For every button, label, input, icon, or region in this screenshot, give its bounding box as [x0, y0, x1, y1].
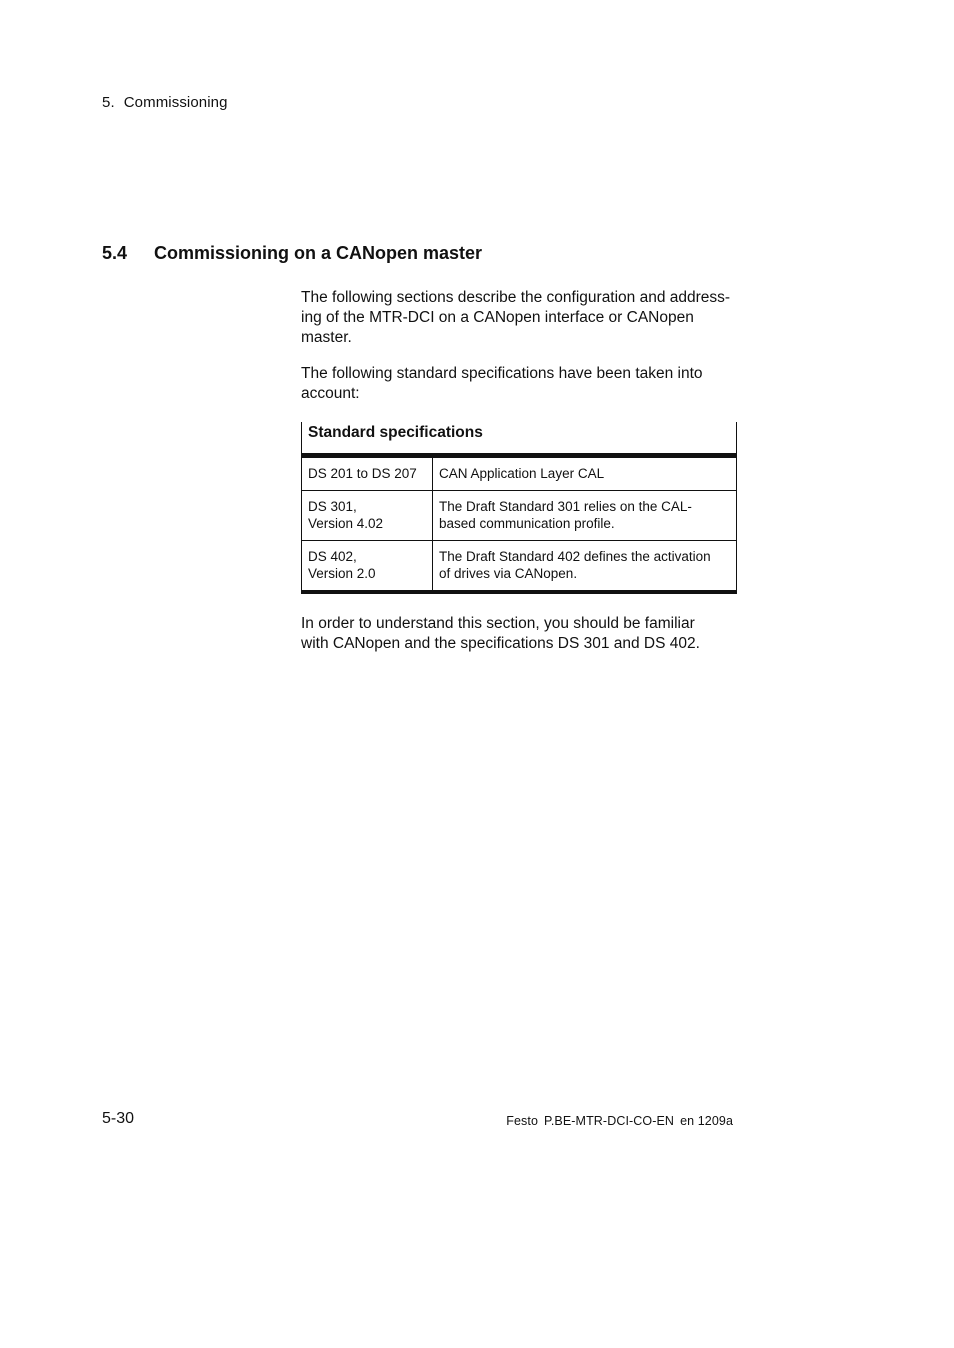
description-cell: The Draft Standard 301 relies on the CAL- based communication profile. [433, 490, 737, 540]
spec-cell: DS 201 to DS 207 [302, 456, 433, 491]
standards-intro-paragraph: The following standard specifications have been taken into account: [301, 365, 703, 402]
section-number: 5.4 [102, 243, 128, 263]
document-reference [506, 1114, 733, 1128]
section-title: Commissioning on a CANopen master [154, 243, 483, 263]
publisher: Festo [506, 1114, 539, 1128]
closing-paragraph: In order to understand this section, you should be familiar with CANopen and the specifications DS 301 and DS 402. [301, 614, 700, 652]
spec-cell: DS 402, Version 2.0 [302, 540, 433, 592]
table-heading: Standard specifications [302, 422, 737, 456]
page-number: 5-30 [102, 1110, 135, 1127]
section-heading [102, 243, 482, 264]
intro-paragraph: The following sections describe the configuration and address- ing of the MTR-DCI on a CANopen interface or CANopen master. [301, 289, 731, 346]
language-version: en 1209a [680, 1114, 733, 1128]
table-row [302, 540, 737, 592]
spec-cell: DS 301, Version 4.02 [302, 490, 433, 540]
chapter-title: Commissioning [123, 94, 228, 111]
section-body [301, 288, 737, 670]
description-cell: The Draft Standard 402 defines the activation of drives via CANopen. [433, 540, 737, 592]
standard-specifications-table [301, 422, 737, 594]
table-row [302, 456, 737, 491]
doc-code: P.BE-MTR-DCI-CO-EN [544, 1114, 675, 1128]
table-header-row [302, 422, 737, 456]
description-cell: CAN Application Layer CAL [433, 456, 737, 491]
chapter-number: 5. [102, 94, 115, 111]
table-row [302, 490, 737, 540]
running-header [102, 94, 228, 111]
